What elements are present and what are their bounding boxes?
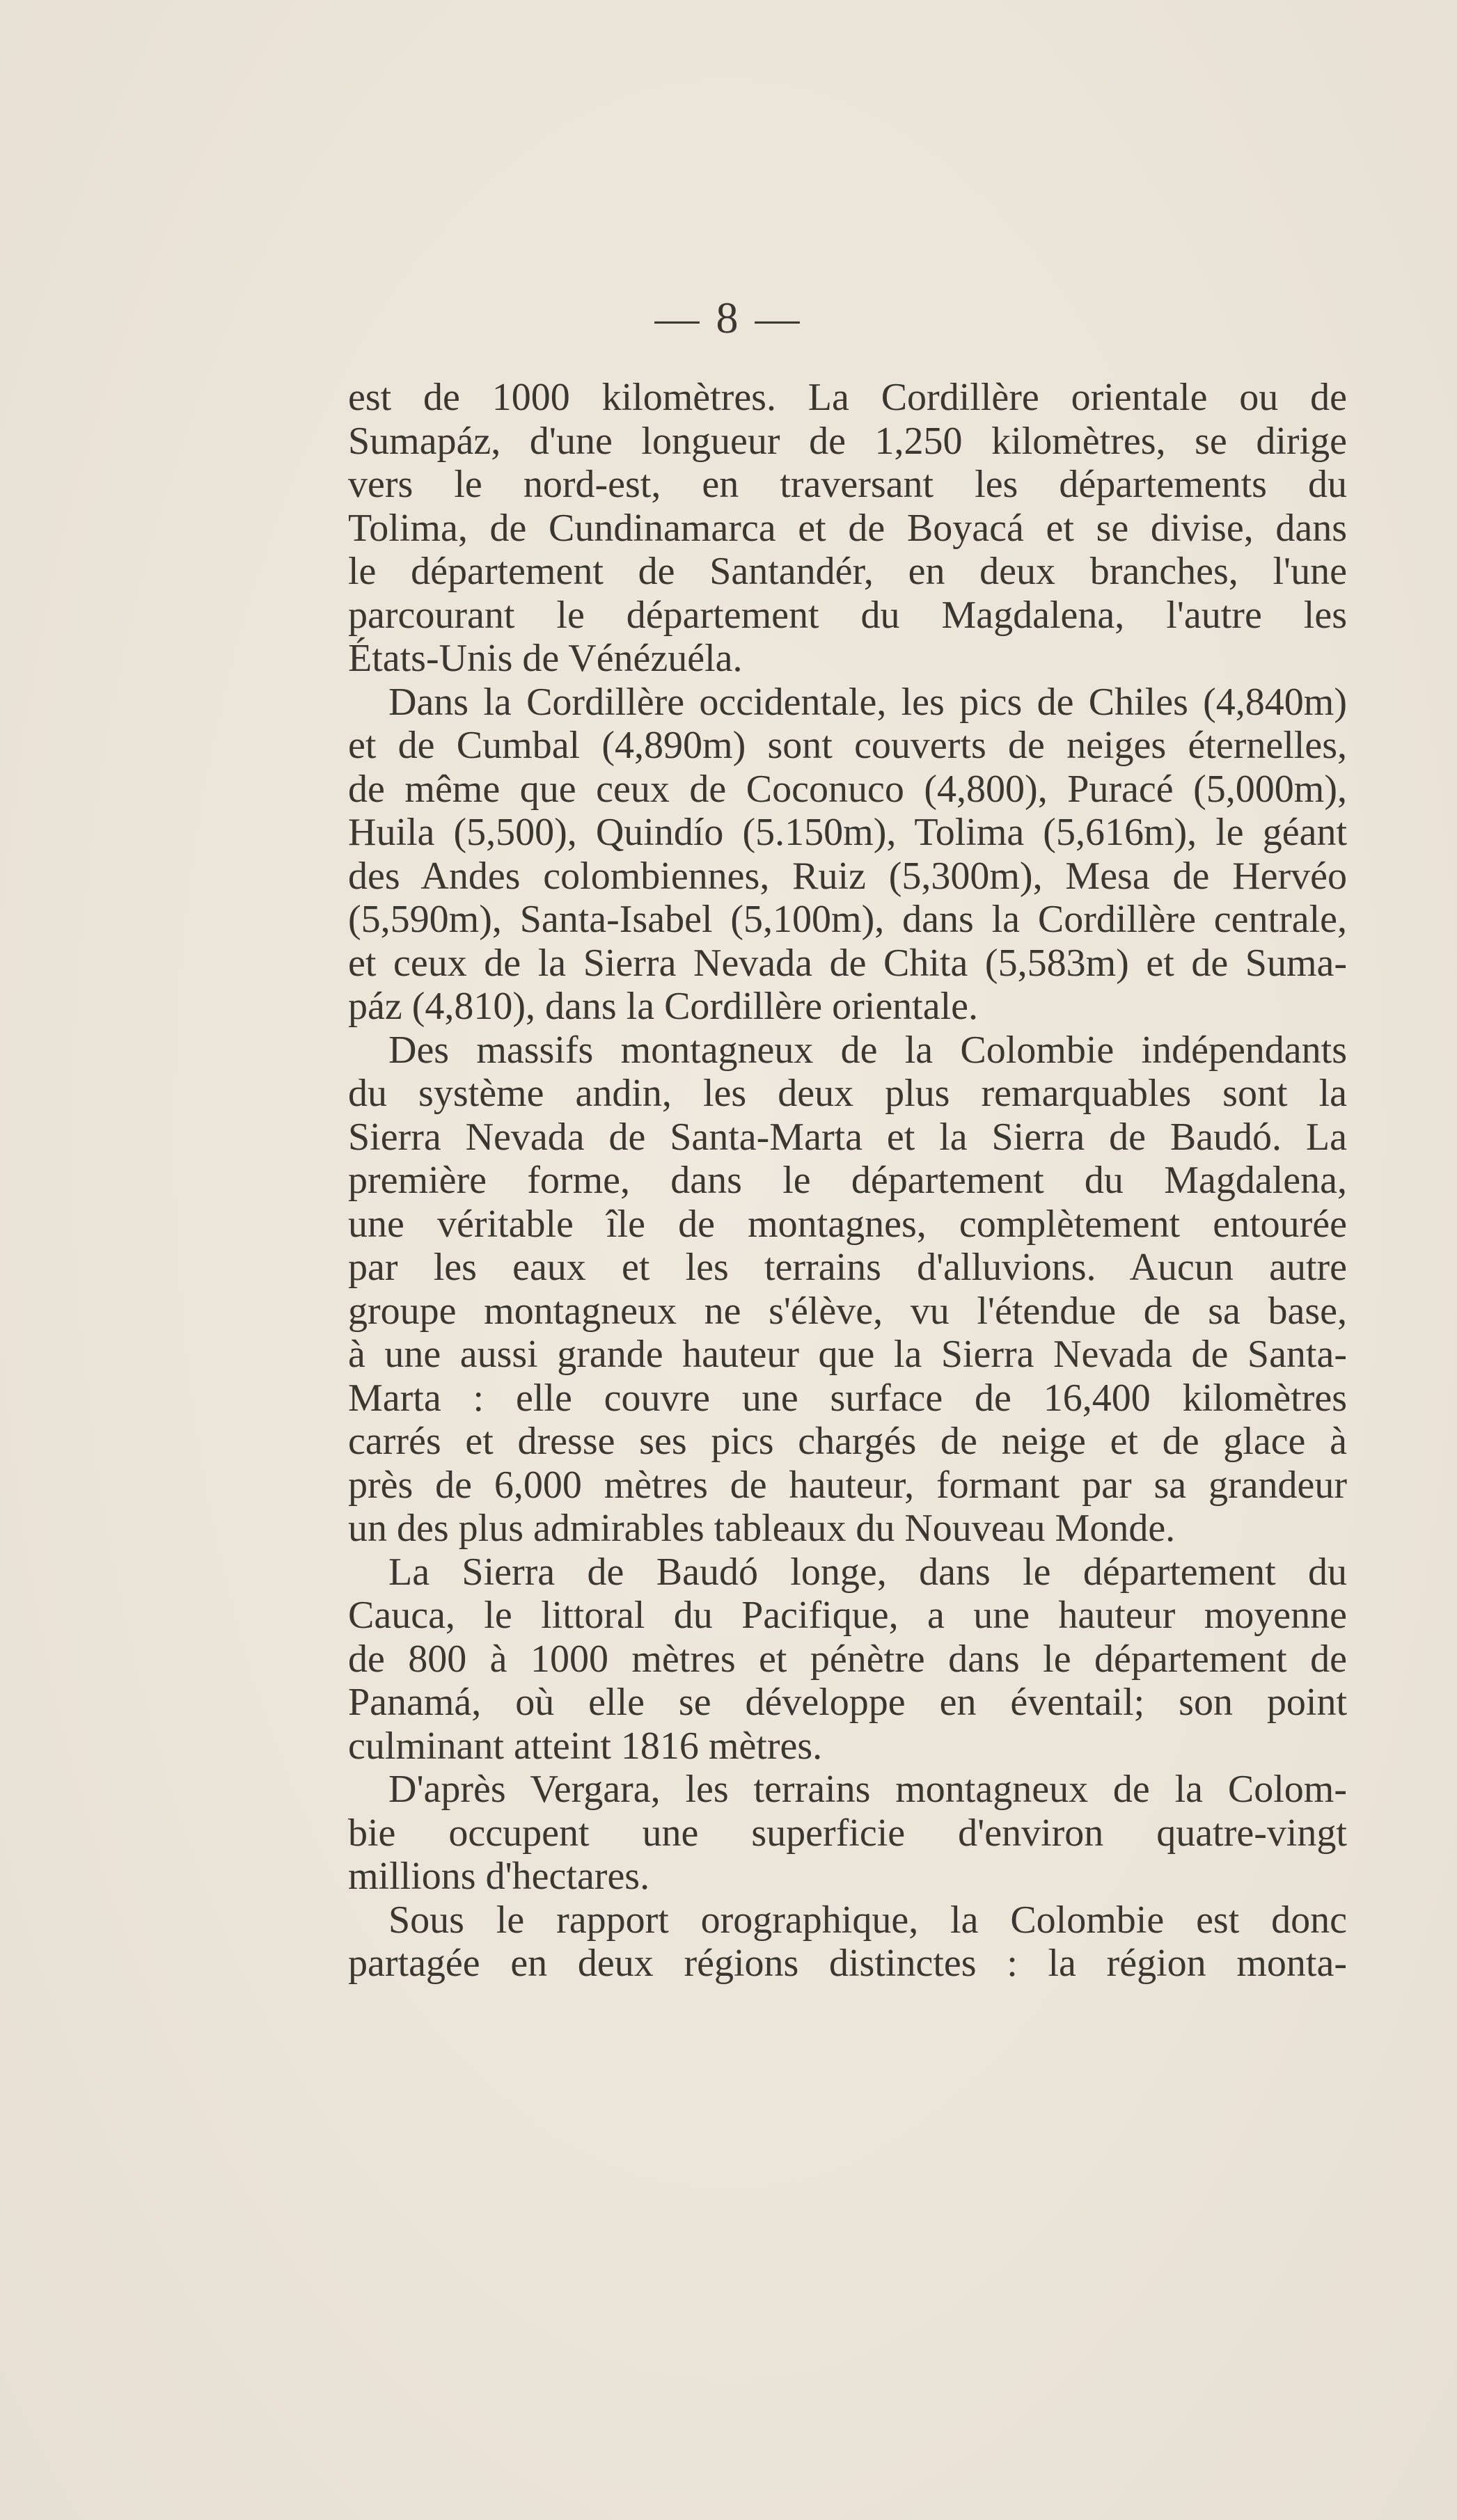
text-line: le département de Santandér, en deux branches, l'une <box>348 550 1347 593</box>
text-line: groupe montagneux ne s'élève, vu l'étendue de sa base, <box>348 1289 1347 1333</box>
page-number: — 8 — <box>654 293 803 342</box>
text-line: páz (4,810), dans la Cordillère orientale. <box>348 985 978 1028</box>
text-line: Sumapáz, d'une longueur de 1,250 kilomètres, se dirige <box>348 419 1347 463</box>
paragraph-2 <box>348 681 1347 1029</box>
paragraph-5 <box>348 1768 1347 1899</box>
text-line: Des massifs montagneux de la Colombie indépendants <box>388 1028 1347 1072</box>
text-line: Sierra Nevada de Santa-Marta et la Sierra de Baudó. La <box>348 1115 1347 1159</box>
text-line: première forme, dans le département du Magdalena, <box>348 1159 1347 1202</box>
text-line: de même que ceux de Coconuco (4,800), Puracé (5,000m), <box>348 767 1347 811</box>
text-line: à une aussi grande hauteur que la Sierra Nevada de Santa- <box>348 1333 1347 1376</box>
text-line: et ceux de la Sierra Nevada de Chita (5,583m) et de Suma- <box>348 941 1347 985</box>
text-line: par les eaux et les terrains d'alluvions. Aucun autre <box>348 1246 1347 1289</box>
text-line: et de Cumbal (4,890m) sont couverts de neiges éternelles, <box>348 724 1347 767</box>
text-line: est de 1000 kilomètres. La Cordillère orientale ou de <box>348 376 1347 419</box>
text-line: Panamá, où elle se développe en éventail; son point <box>348 1681 1347 1724</box>
text-line: Tolima, de Cundinamarca et de Boyacá et se divise, dans <box>348 506 1347 550</box>
text-line: millions d'hectares. <box>348 1855 650 1898</box>
text-line: (5,590m), Santa-Isabel (5,100m), dans la Cordillère centrale, <box>348 898 1347 941</box>
text-line: Marta : elle couvre une surface de 16,400 kilomètres <box>348 1376 1347 1420</box>
text-line: La Sierra de Baudó longe, dans le département du <box>388 1550 1347 1594</box>
text-line: des Andes colombiennes, Ruiz (5,300m), Mesa de Hervéo <box>348 854 1347 898</box>
text-line: de 800 à 1000 mètres et pénètre dans le département de <box>348 1637 1347 1681</box>
text-line: Dans la Cordillère occidentale, les pics de Chiles (4,840m) <box>388 680 1347 724</box>
text-line: carrés et dresse ses pics chargés de neige et de glace à <box>348 1420 1347 1463</box>
text-line: près de 6,000 mètres de hauteur, formant par sa grandeur <box>348 1463 1347 1507</box>
paragraph-4 <box>348 1551 1347 1768</box>
text-line: Huila (5,500), Quindío (5.150m), Tolima (5,616m), le géant <box>348 811 1347 854</box>
text-line: vers le nord-est, en traversant les départements du <box>348 463 1347 506</box>
text-line: États-Unis de Vénézuéla. <box>348 637 743 680</box>
text-line: D'après Vergara, les terrains montagneux de la Colom- <box>388 1768 1347 1811</box>
text-line: culminant atteint 1816 mètres. <box>348 1724 823 1768</box>
paragraph-3 <box>348 1029 1347 1551</box>
text-line: partagée en deux régions distinctes : la région monta- <box>348 1942 1347 1985</box>
text-line: Sous le rapport orographique, la Colombie est donc <box>388 1898 1347 1942</box>
text-line: un des plus admirables tableaux du Nouveau Monde. <box>348 1507 1176 1550</box>
text-line: une véritable île de montagnes, complètement entourée <box>348 1202 1347 1246</box>
paragraph-1 <box>348 376 1347 681</box>
text-line: parcourant le département du Magdalena, l'autre les <box>348 593 1347 637</box>
text-line: du système andin, les deux plus remarquables sont la <box>348 1072 1347 1115</box>
paragraph-6 <box>348 1899 1347 1986</box>
body-text <box>348 376 1347 1986</box>
text-line: Cauca, le littoral du Pacifique, a une hauteur moyenne <box>348 1594 1347 1637</box>
text-line: bie occupent une superficie d'environ quatre-vingt <box>348 1811 1347 1855</box>
